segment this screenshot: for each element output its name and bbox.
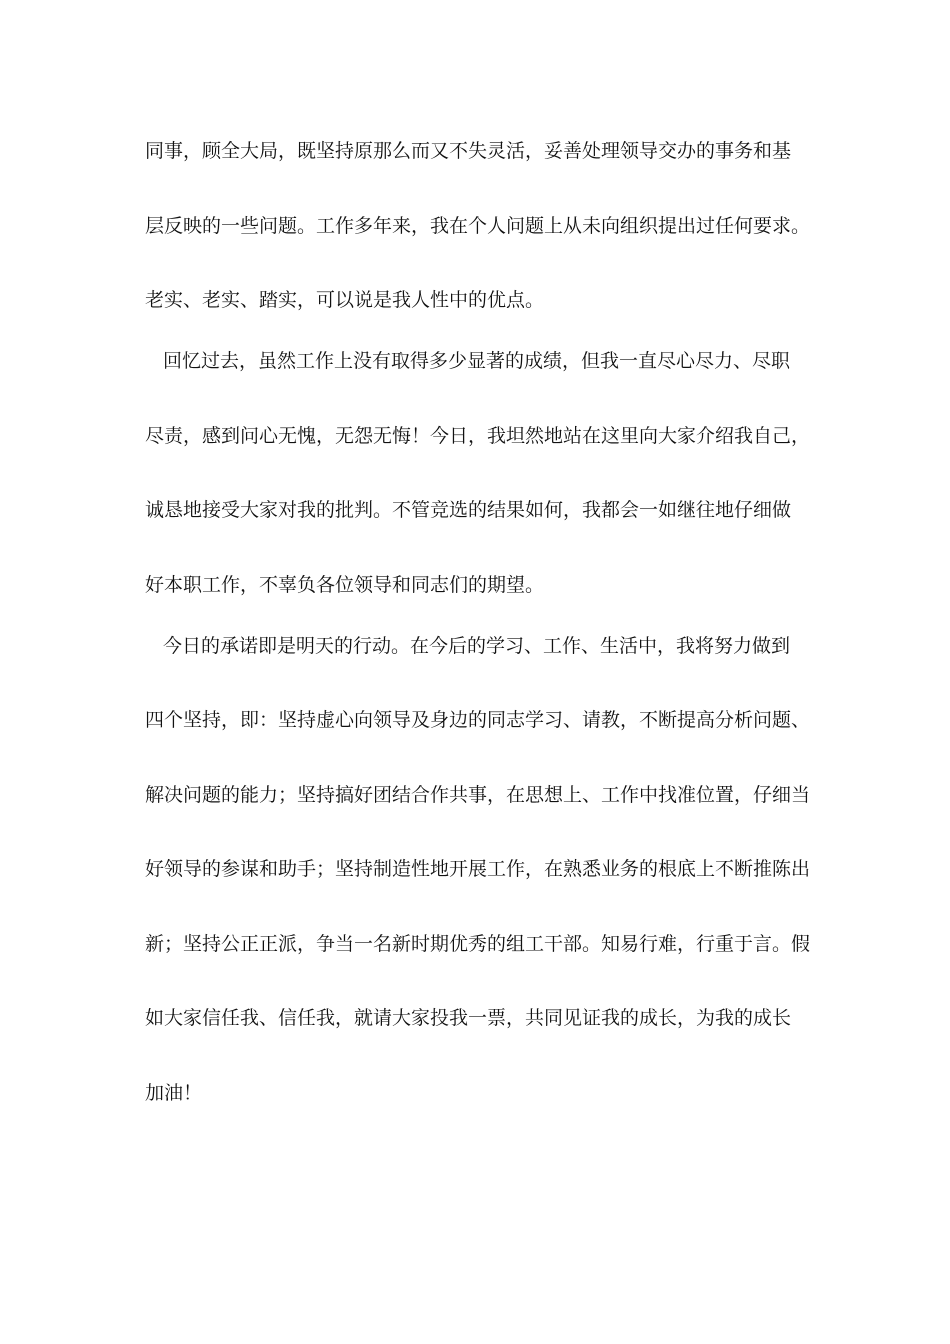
text-line: 好领导的参谋和助手；坚持制造性地开展工作，在熟悉业务的根底上不断推陈出 [145,858,810,880]
text-line: 同事，顾全大局，既坚持原那么而又不失灵活，妥善处理领导交办的事务和基 [145,140,792,162]
text-line: 好本职工作，不辜负各位领导和同志们的期望。 [145,573,545,596]
text-line: 加油！ [145,1081,203,1104]
text-line: 四个坚持，即：坚持虚心向领导及身边的同志学习、请教，不断提高分析问题、 [145,709,810,731]
paragraph-start-line: 今日的承诺即是明天的行动。在今后的学习、工作、生活中，我将努力做到 [163,634,791,657]
paragraph-start-line: 回忆过去，虽然工作上没有取得多少显著的成绩，但我一直尽心尽力、尽职 [163,350,791,372]
text-line: 诚恳地接受大家对我的批判。不管竞选的结果如何，我都会一如继往地仔细做 [145,499,792,521]
text-line: 解决问题的能力；坚持搞好团结合作共事，在思想上、工作中找准位置，仔细当 [145,783,810,806]
text-line: 如大家信任我、信任我，就请大家投我一票，共同见证我的成长，为我的成长 [145,1007,792,1029]
text-line: 老实、老实、踏实，可以说是我人性中的优点。 [145,289,545,311]
text-line: 尽责，感到问心无愧，无怨无悔！今日，我坦然地站在这里向大家介绍我自己， [145,424,810,447]
document-body [145,132,810,1148]
text-line: 新；坚持公正正派，争当一名新时期优秀的组工干部。知易行难，行重于言。假 [145,932,810,955]
text-line: 层反映的一些问题。工作多年来，我在个人问题上从未向组织提出过任何要求。 [145,214,810,237]
